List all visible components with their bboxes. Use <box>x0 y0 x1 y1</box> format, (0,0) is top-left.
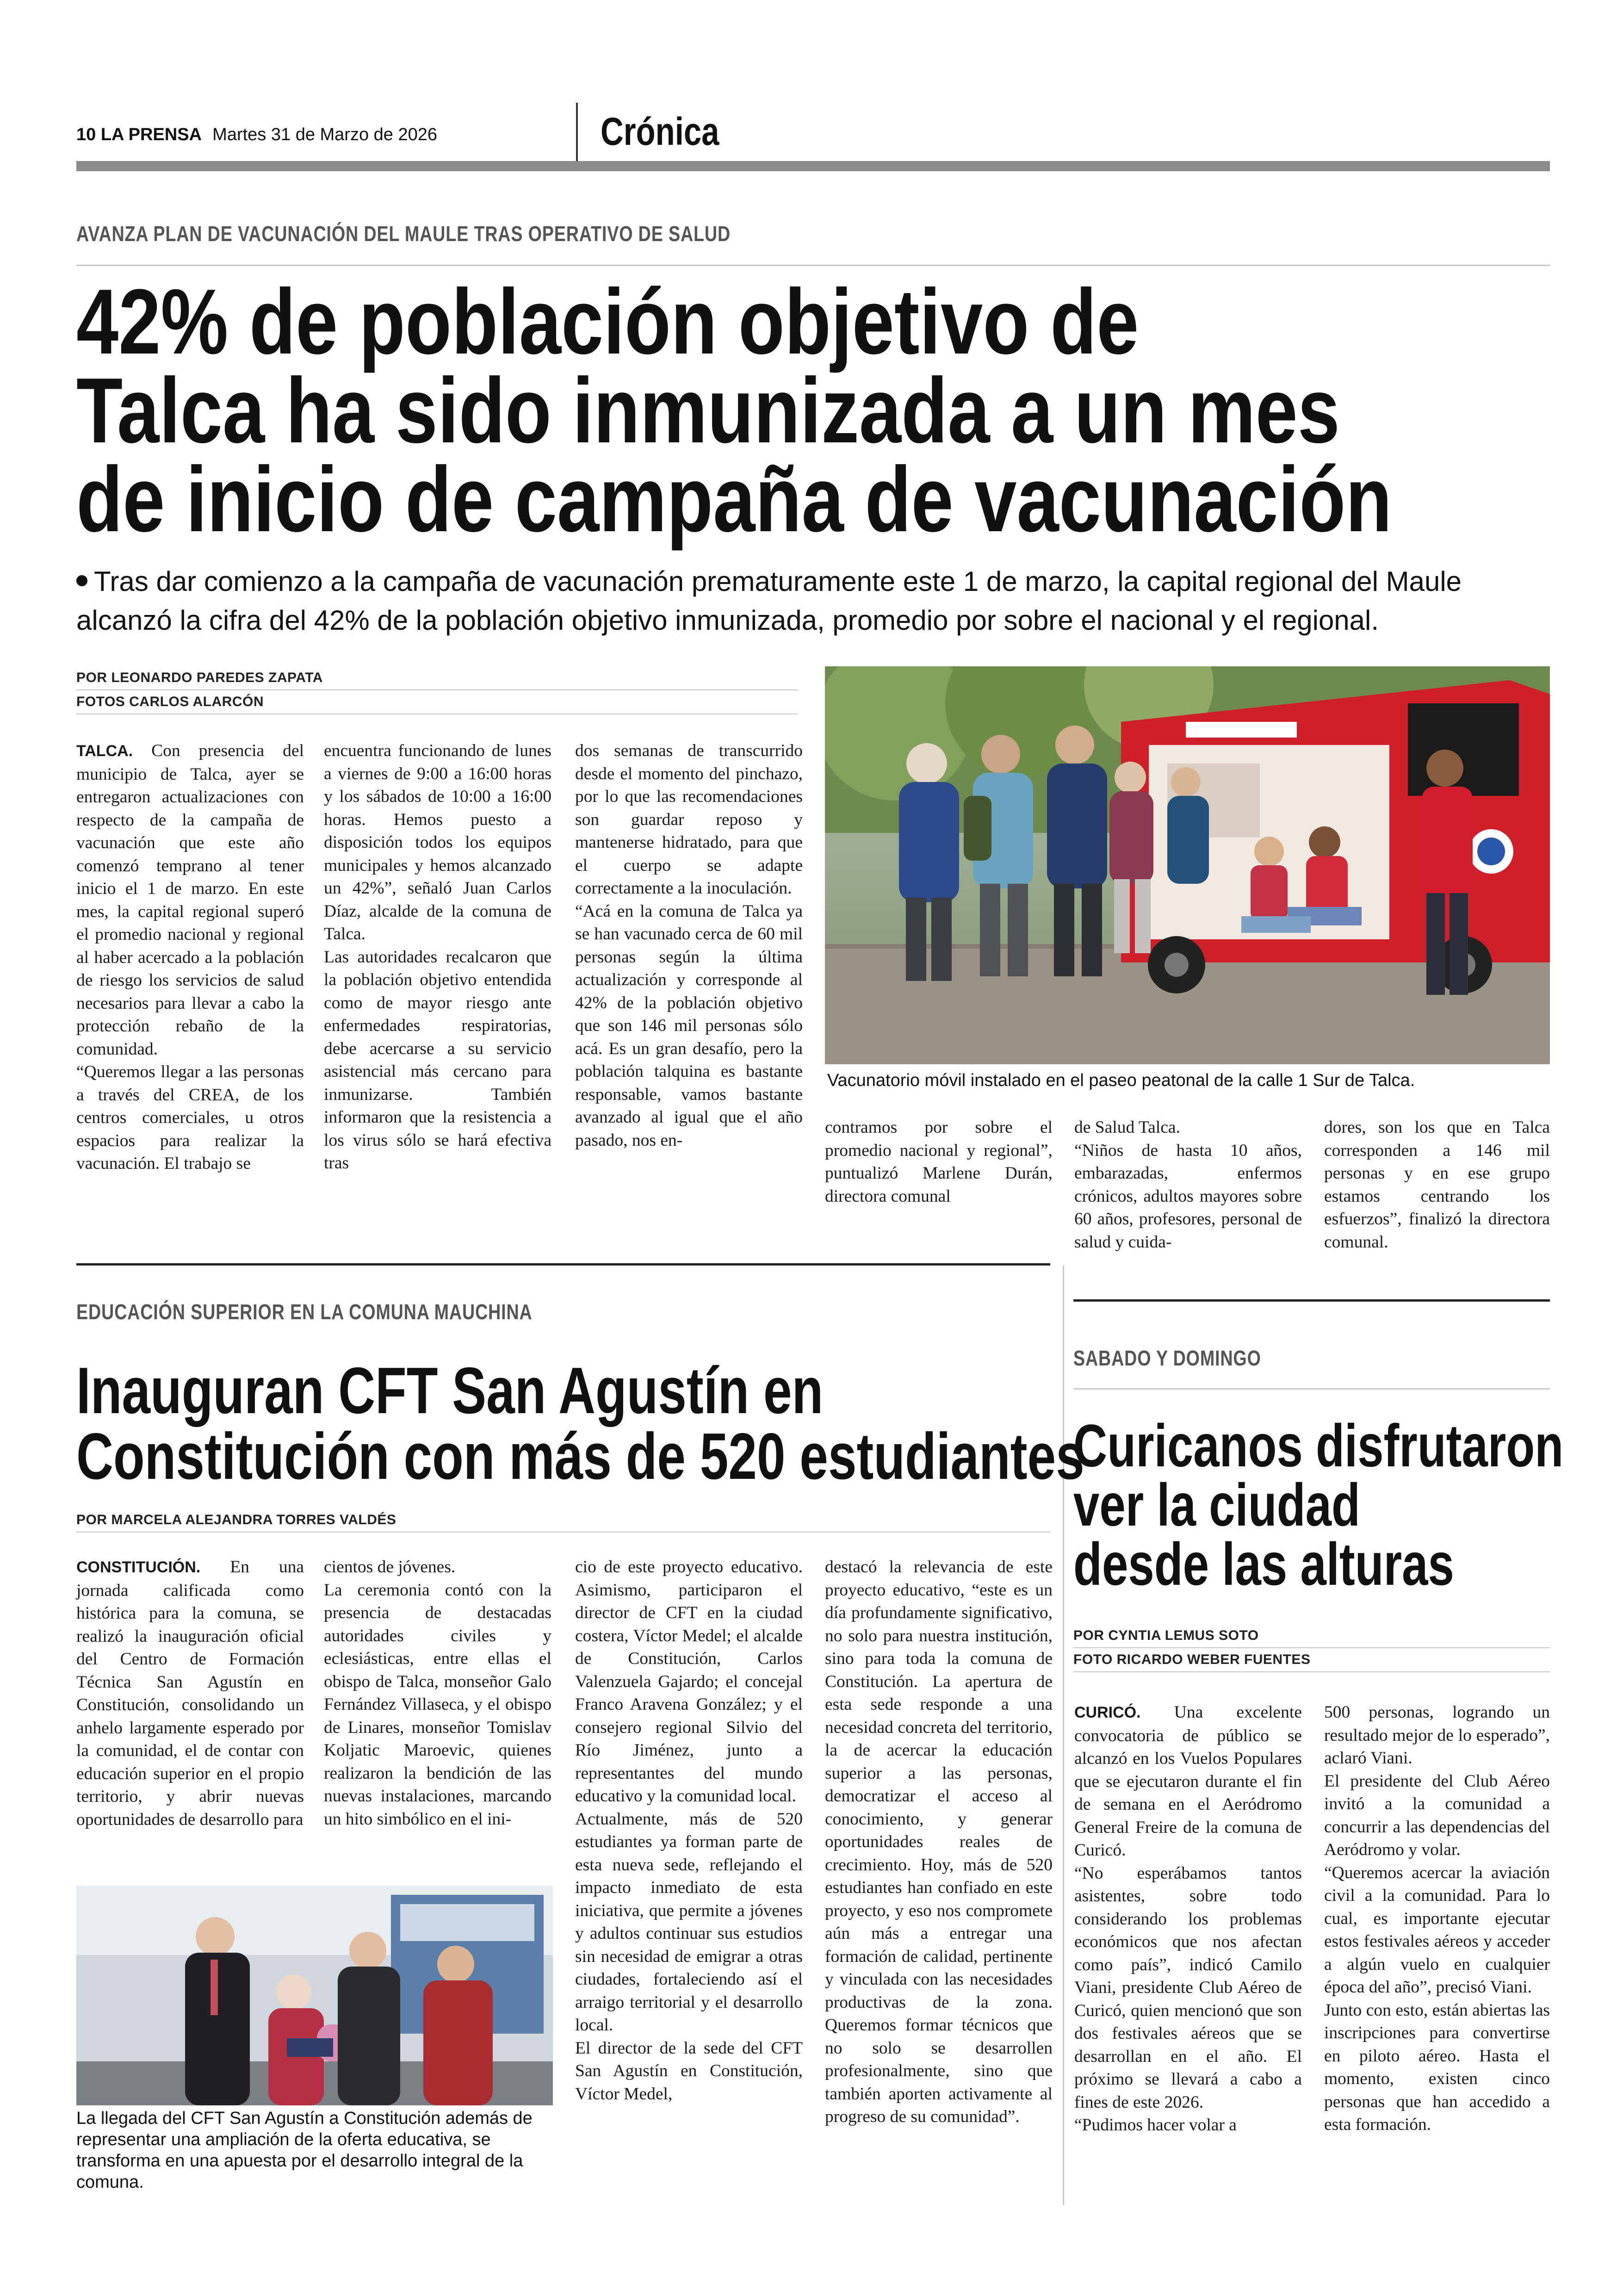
article3-column-2: 500 personas, logrando un resultado mejor de lo esperado”, aclaró Viani. El presidente del Club Aéreo invitó a la comunidad a concurrir a las dependencias del Aeródromo y volar. “Queremos acercar la aviación civil a la comunidad. Para lo cual, es importante ejecutar estos festivales aéreos y acceder a algún vuelo en cualquier época del año”, precisó Viani. Junto con esto, están abiertas las inscripciones para convertirse en piloto aéreo. Hasta el momento, existen cinco personas que han accedido a esta formación. <box>1324 1703 1550 2134</box>
issue-date: Martes 31 de Marzo de 2026 <box>212 125 438 144</box>
article1-photo <box>825 666 1550 1064</box>
article1-photo-credit: FOTOS CARLOS ALARCÓN <box>76 694 264 709</box>
article3-photo-credit: FOTO RICARDO WEBER FUENTES <box>1073 1652 1311 1667</box>
article1-headline-line: 42% de población objetivo de <box>76 270 1139 373</box>
article3-headline-line: Curicanos disfrutaron <box>1073 1412 1564 1479</box>
byline-rule <box>1073 1647 1550 1648</box>
article3-top-rule <box>1073 1299 1550 1302</box>
article1-column-1 <box>76 739 304 1221</box>
article1-column-3: dos semanas de transcurrido desde el momento del pinchazo, por lo que las recomendaciones son guardar reposo y mantenerse hidratado, para que el cuerpo se adapte correctamente a la inoculación. “Acá en la comuna de Talca ya se han vacunado cerca de 60 mil personas según la última actualización y corresponde al 42% de la población objetivo que son 146 mil personas sólo acá. Es un gran desafío, pero la población talquina es bastante responsable, vamos bastante avanzado al igual que el año pasado, nos en- <box>575 741 803 1150</box>
article2-dateline: CONSTITUCIÓN. <box>76 1558 201 1576</box>
article1-column-5: de Salud Talca. “Niños de hasta 10 años, embarazadas, enfermos crónicos, adultos mayores sobre 60 años, profesores, personal de salud y cuida- <box>1074 1118 1302 1252</box>
article3-column-1 <box>1074 1701 1302 2205</box>
article1-column-2: encuentra funcionando de lunes a viernes de 9:00 a 16:00 horas y los sábados de 10:00 a 16:00 horas. Hemos puesto a disposición todos los equipos municipales y hemos alcanzado un 42%”, señaló Juan Carlos Díaz, alcalde de la comuna de Talca. Las autoridades recalcaron que la población objetivo entendida como de mayor riesgo ante enfermedades respiratorias, debe acercarse a su servicio asistencial más cercano para inmunizarse. También informaron que la resistencia a los virus sólo se hará efectiva tras <box>324 741 551 1173</box>
article1-headline-line: Talca ha sido inmunizada a un mes <box>76 359 1340 462</box>
article1-deck-line: Tras dar comienzo a la campaña de vacunación prematuramente este 1 de marzo, la capital regional del Maule <box>94 566 1462 597</box>
article3-byline: POR CYNTIA LEMUS SOTO <box>1073 1628 1259 1643</box>
article2-photo <box>76 1886 553 2105</box>
article1-photo-caption: Vacunatorio móvil instalado en el paseo peatonal de la calle 1 Sur de Talca. <box>827 1071 1415 1090</box>
article2-headline <box>76 1354 1195 1493</box>
paper-name: LA PRENSA <box>100 125 201 144</box>
byline-rule <box>76 689 798 690</box>
article1-kicker: AVANZA PLAN DE VACUNACIÓN DEL MAULE TRAS OPERATIVO DE SALUD <box>76 222 731 246</box>
article1-headline-line: de inicio de campaña de vacunación <box>76 448 1392 551</box>
page-header-info <box>76 125 437 145</box>
article2-top-rule <box>76 1263 1050 1266</box>
header-divider <box>576 103 578 165</box>
article2-column-text: En una jornada calificada como histórica para la comuna, se realizó la inauguración oficial del Centro de Formación Técnica San Agustín en Constitución, consolidando un anhelo largamente esperado por la comunidad, el de contar con educación superior en el propio territorio, y abrir nuevas oportunidades de desarrollo para <box>76 1558 304 1829</box>
article3-kicker: SABADO Y DOMINGO <box>1073 1346 1261 1370</box>
bullet-icon <box>76 575 87 586</box>
article3-dateline: CURICÓ. <box>1074 1704 1141 1721</box>
article1-dateline: TALCA. <box>76 742 133 760</box>
article1-deck <box>76 562 1557 640</box>
byline-rule <box>76 1532 1050 1533</box>
article3-kicker-rule <box>1073 1388 1550 1390</box>
article3-column-text: Una excelente convocatoria de público se alcanzó en los Vuelos Populares que se ejecutaron durante el fin de semana en el Aeródromo General Freire de la comuna de Curicó. “No esperábamos tantos asistentes, sobre todo considerando los problemas económicos que nos afectan como país”, indicó Camilo Viani, presidente Club Aéreo de Curicó, quien mencionó que son dos festivales aéreos que se desarrollan en el año. El próximo se llevará a cabo a fines de este 2026. “Pudimos hacer volar a <box>1074 1703 1302 2135</box>
page-number: 10 <box>76 125 96 144</box>
article2-headline-line: Inauguran CFT San Agustín en <box>76 1354 824 1427</box>
article1-column-4: contramos por sobre el promedio nacional y regional”, puntualizó Marlene Durán, directora comunal <box>825 1118 1053 1206</box>
article2-headline-line: Constitución con más de 520 estudiantes <box>76 1420 1084 1493</box>
byline-rule <box>1073 1671 1550 1672</box>
article2-column-4: destacó la relevancia de este proyecto educativo, “este es un día profundamente significativo, no solo para nuestra institución, sino para toda la comuna de Constitución. La apertura de esta sede responde a una necesidad concreta del territorio, la de acercar la educación superior a las personas, democratizar el acceso al conocimiento, y generar oportunidades reales de crecimiento. Hoy, más de 520 estudiantes han confiado en este proyecto, y eso nos compromete aún más a entregar una formación de calidad, pertinente y vinculada con las necesidades productivas de la zona. Queremos formar técnicos que no solo se desarrollen profesionalmente, sino que también aporten activamente al progreso de su comunidad”. <box>825 1558 1053 2126</box>
article2-photo-caption: La llegada del CFT San Agustín a Constitución además de representar una ampliación de la oferta educativa, se transforma en una apuesta por el desarrollo integral de la comuna. <box>76 2109 533 2192</box>
section-name: Crónica <box>601 110 719 153</box>
article1-column-6: dores, son los que en Talca corresponden a 146 mil personas y en ese grupo estamos centrando los esfuerzos”, finalizó la directora comunal. <box>1324 1118 1550 1252</box>
article1-kicker-rule <box>76 265 1550 266</box>
article2-column-2: cientos de jóvenes. La ceremonia contó con la presencia de destacadas autoridades civiles y eclesiásticas, entre ellas el obispo de Talca, monseñor Galo Fernández Villaseca, y el obispo de Linares, monseñor Tomislav Koljatic Maroevic, quienes realizaron la bendición de las nuevas instalaciones, marcando un hito simbólico en el ini- <box>324 1558 551 1829</box>
article3-headline-line: desde las alturas <box>1073 1530 1454 1598</box>
article1-byline: POR LEONARDO PAREDES ZAPATA <box>76 670 323 685</box>
article1-headline <box>76 270 1442 551</box>
article2-column-1 <box>76 1556 304 1880</box>
article2-kicker: EDUCACIÓN SUPERIOR EN LA COMUNA MAUCHINA <box>76 1300 533 1324</box>
article1-deck-line: alcanzó la cifra del 42% de la población objetivo inmunizada, promedio por sobre el nacional y el regional. <box>76 605 1379 636</box>
article3-headline-line: ver la ciudad <box>1073 1471 1360 1539</box>
article3-headline <box>1073 1412 1579 1598</box>
vaccination-van-illustration <box>825 666 1550 1064</box>
article2-byline: POR MARCELA ALEJANDRA TORRES VALDÉS <box>76 1512 396 1527</box>
article1-column-text: Con presencia del municipio de Talca, ayer se entregaron actualizaciones con respecto de la campaña de vacunación que este año comenzó temprano al tener inicio el 1 de marzo. En este mes, la capital regional superó el promedio nacional y regional al haber acercado a la población de riesgo los servicios de salud necesarios para llevar a cabo la protección rebaño de la comunidad. “Queremos llegar a las personas a través del CREA, de los centros comerciales, u otros espacios para realizar la vacunación. El trabajo se <box>76 741 304 1173</box>
article2-column-3: cio de este proyecto educativo. Asimismo, participaron el director de CFT en la ciudad costera, Víctor Medel; el alcalde de Constitución, Carlos Valenzuela Gajardo; el concejal Franco Aravena González; y el consejero regional Silvio del Río Jiménez, junto a representantes del mundo educativo y la comunidad local. Actualmente, más de 520 estudiantes ya forman parte de esta nueva sede, reflejando el impacto inmediato de esta iniciativa, que permite a jóvenes y adultos continuar sus estudios sin necesidad de emigrar a otras ciudades, fortaleciendo así el arraigo territorial y el desarrollo local. El director de la sede del CFT San Agustín en Constitución, Víctor Medel, <box>575 1558 803 2104</box>
header-rule <box>76 161 1550 171</box>
ceremony-illustration <box>76 1886 553 2105</box>
